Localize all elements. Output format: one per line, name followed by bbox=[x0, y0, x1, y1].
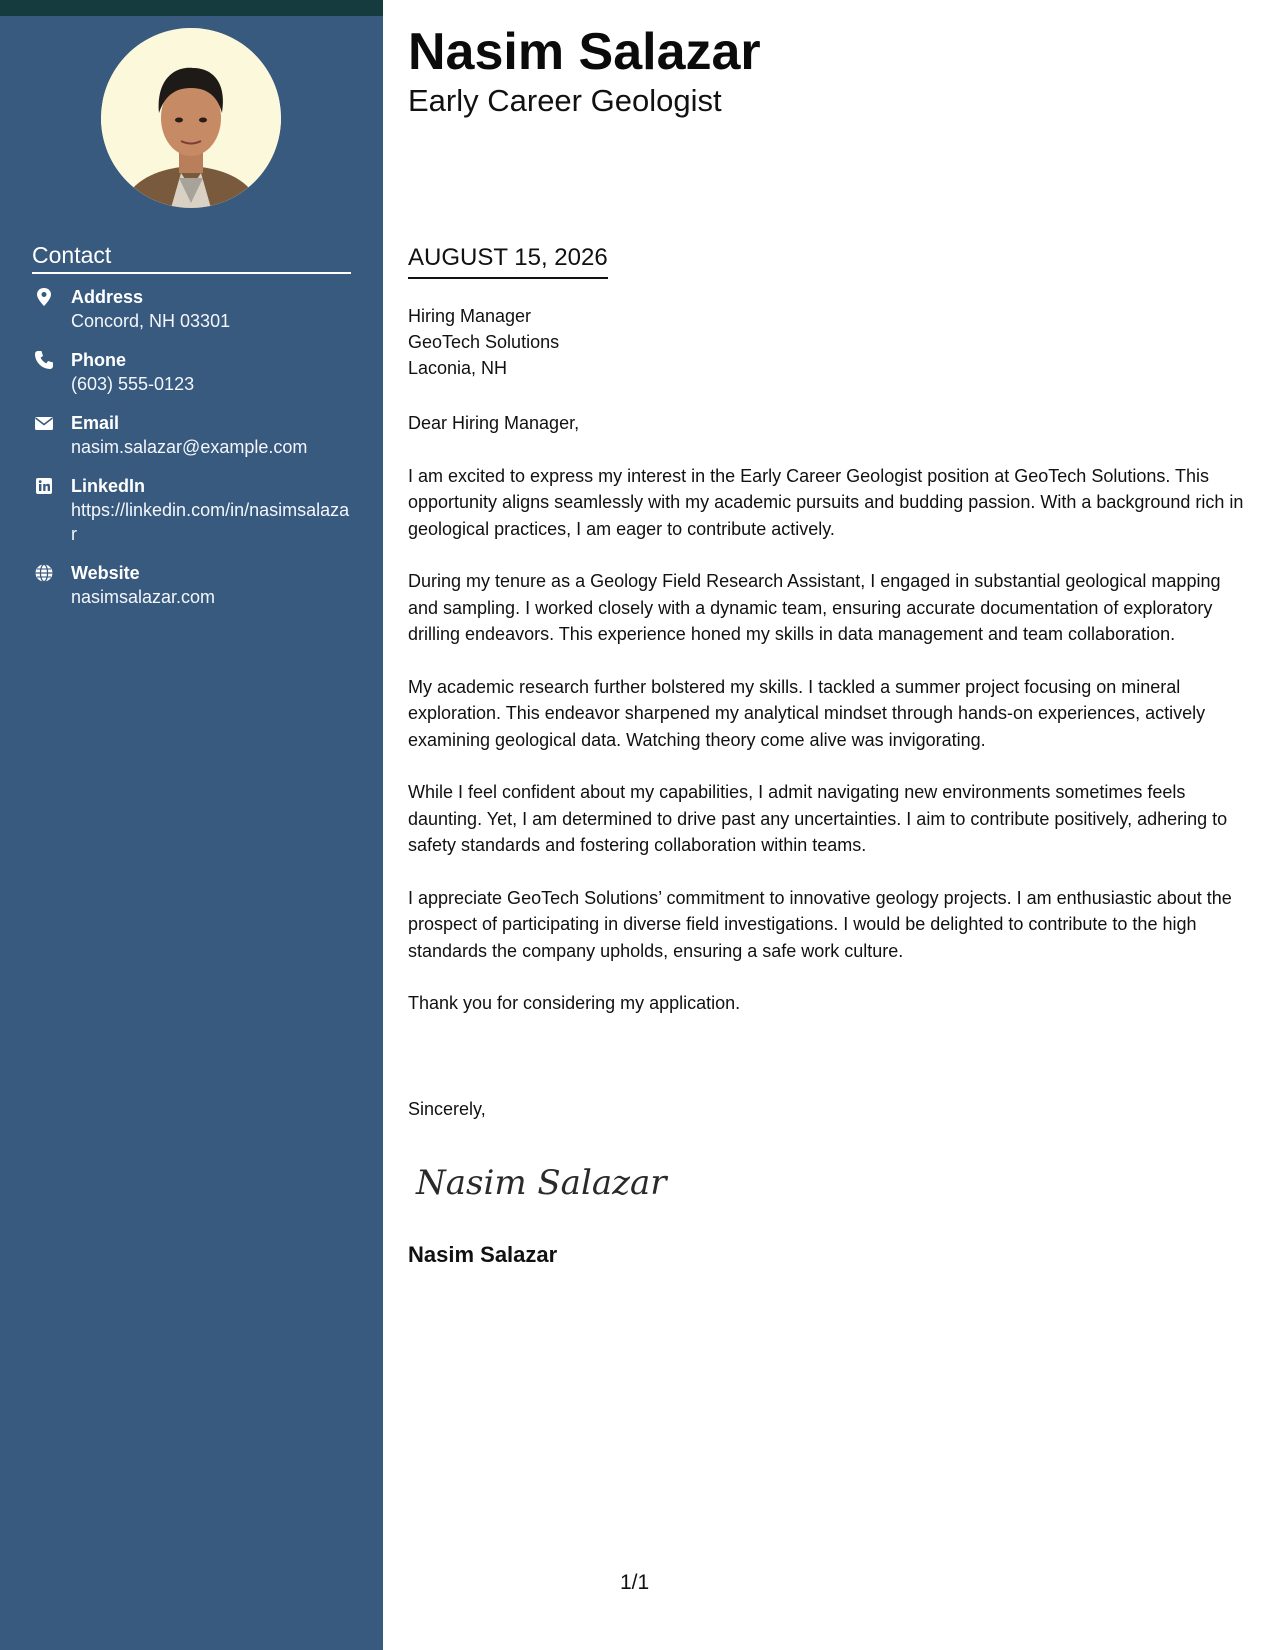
contact-label: Email bbox=[71, 413, 120, 433]
contact-value[interactable]: (603) 555-0123 bbox=[71, 374, 195, 394]
job-title: Early Career Geologist bbox=[408, 83, 722, 118]
contact-list bbox=[32, 285, 352, 624]
linkedin-icon bbox=[34, 476, 54, 496]
contact-email bbox=[32, 411, 352, 459]
sidebar-top-bar bbox=[0, 0, 383, 16]
map-pin-icon bbox=[34, 287, 54, 307]
closing: Sincerely, bbox=[408, 1099, 486, 1119]
contact-address bbox=[32, 285, 352, 333]
salutation: Dear Hiring Manager, bbox=[408, 413, 580, 433]
contact-heading: Contact bbox=[32, 240, 351, 274]
recipient-line: Hiring Manager bbox=[408, 306, 532, 326]
contact-label: Address bbox=[71, 287, 144, 307]
paragraph: I appreciate GeoTech Solutions’ commitment to innovative geology projects. I am enthusiastic about the prospect of participating in diverse field investigations. I would be delighted to contribute to the high standards the company upholds, ensuring a safe work culture. bbox=[408, 887, 1232, 961]
paragraph: My academic research further bolstered my skills. I tackled a summer project focusing on mineral exploration. This endeavor sharpened my analytical mindset through hands-on experiences, actively examining geological data. Watching theory come alive was invigorating. bbox=[408, 676, 1206, 750]
recipient-line: Laconia, NH bbox=[408, 358, 508, 378]
sidebar bbox=[0, 0, 383, 1650]
svg-text:Nasim Salazar: Nasim Salazar bbox=[416, 1163, 667, 1203]
letter-date: AUGUST 15, 2026 bbox=[408, 243, 608, 279]
envelope-icon bbox=[34, 413, 54, 433]
recipient-block bbox=[408, 303, 559, 381]
contact-value[interactable]: nasim.salazar@example.com bbox=[71, 437, 308, 457]
applicant-name: Nasim Salazar bbox=[408, 23, 761, 81]
contact-label: LinkedIn bbox=[71, 476, 146, 496]
paragraph: While I feel confident about my capabilities, I admit navigating new environments sometimes feels daunting. Yet, I am determined to drive past any uncertainties. I aim to contribute positively, adhering to safety standards and fostering collaboration within teams. bbox=[408, 782, 1228, 855]
contact-value[interactable]: nasimsalazar.com bbox=[71, 587, 216, 607]
contact-label: Website bbox=[71, 563, 140, 583]
signature bbox=[414, 1152, 674, 1212]
page-number: 1/1 bbox=[620, 1571, 650, 1594]
paragraph: Thank you for considering my application. bbox=[408, 993, 741, 1013]
globe-icon bbox=[34, 563, 54, 583]
recipient-line: GeoTech Solutions bbox=[408, 332, 560, 352]
contact-value[interactable]: https://linkedin.com/in/nasimsalazar bbox=[71, 500, 350, 544]
avatar bbox=[101, 28, 281, 208]
signed-name: Nasim Salazar bbox=[408, 1242, 558, 1267]
paragraph: I am excited to express my interest in the Early Career Geologist position at GeoTech Solutions. This opportunity aligns seamlessly with my academic pursuits and budding passion. With a background rich in geological practices, I am eager to contribute actively. bbox=[408, 465, 1244, 539]
contact-label: Phone bbox=[71, 350, 127, 370]
contact-linkedin bbox=[32, 474, 352, 546]
phone-icon bbox=[34, 350, 54, 370]
contact-phone bbox=[32, 348, 352, 396]
letter-text bbox=[408, 410, 1248, 1043]
paragraph: During my tenure as a Geology Field Research Assistant, I engaged in substantial geological mapping and sampling. I worked closely with a dynamic team, ensuring accurate documentation of exploratory drilling endeavors. This experience honed my skills in data management and team collaboration. bbox=[408, 571, 1221, 644]
contact-website bbox=[32, 561, 352, 609]
contact-value: Concord, NH 03301 bbox=[71, 311, 231, 331]
